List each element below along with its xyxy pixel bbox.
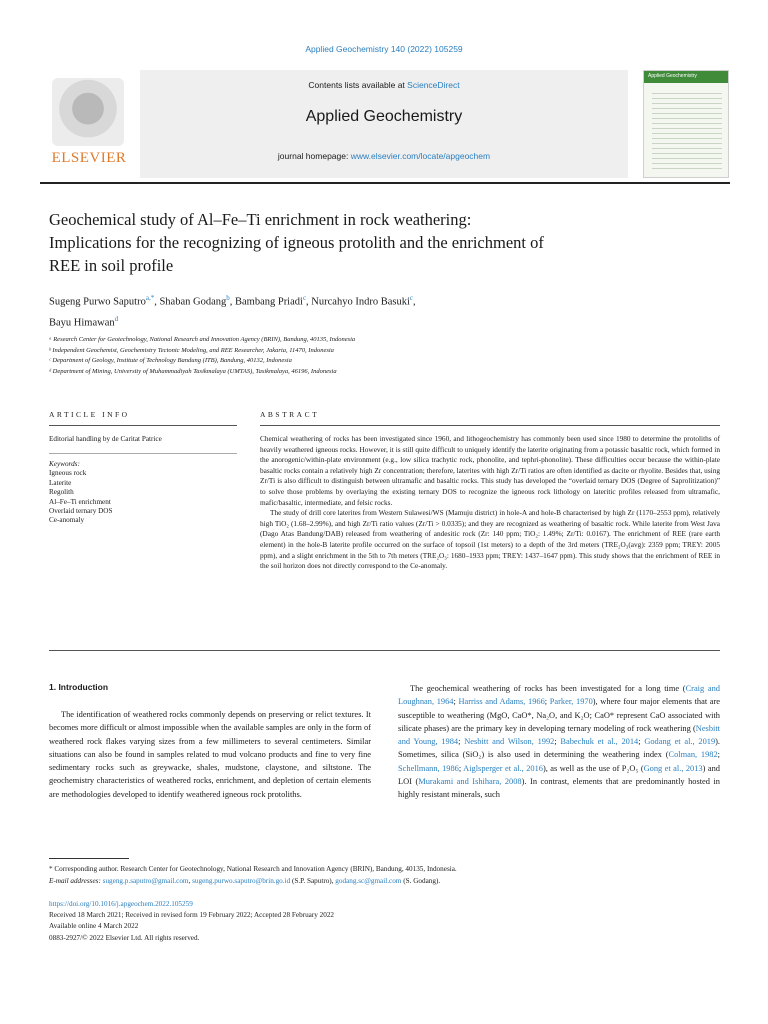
email-owner: (S. Godang). [403,876,441,885]
text-run: ). In contrast, elements that are predominantly hosted in highly resistant minerals, such [398,777,720,800]
sciencedirect-link[interactable]: ScienceDirect [407,80,460,90]
keyword: Al–Fe–Ti enrichment [49,497,111,506]
text-run: ), as well as the use of P₂O₅ ( [542,763,644,773]
header-rule [40,182,730,184]
affiliation: ᶜ Department of Geology, Institute of Technology Bandung (ITB), Bandung, 40132, Indonesia [49,357,292,364]
author-affil-marker[interactable]: c [409,294,413,302]
journal-info-box [140,70,628,178]
text-run: The geochemical weathering of rocks has been investigated for a long time ( [410,684,686,693]
affiliation: ᵃ Research Center for Geotechnology, National Research and Innovation Agency (BRIN), Bandung, 40135, Indonesia [49,336,356,343]
email-link[interactable]: sugeng.purwo.saputro@brin.go.id [192,876,291,885]
intro-paragraph: The identification of weathered rocks commonly depends on preserving or relict textures. It becomes more difficult or almost impossible when the available samples are only in the form of weathered rock flakes varying sizes from a few millimeters to several centimeters. Similar situations can also be found in samples related to mud volcano products and fine to very fine sedimentary rocks such as greywacke, shales, mudstone, claystone, and siltstone. The geochemistry characteristics of weathered rocks, enrichment, and depletion of certain elements are methodologies developed to identify weathered igneous rock protoliths. [49,710,371,799]
keywords-block [49,460,237,526]
article-title [49,208,689,277]
text-run: ; [717,750,720,760]
citation-link[interactable]: Murakami and Ishihara, 2008 [418,777,522,787]
abstract-heading: ABSTRACT [260,410,320,419]
text-run: ). Sometimes, silica (SiO₂) is also used in determining the weathering index ( [398,737,721,760]
article-info-rule [49,425,237,426]
author-list: Sugeng Purwo Saputro$^{a,*}$, Shaban Godang$^b$, Bambang Priadi$^c$, Nurcahyo Indro Basuki$^c$, Bayu Himawan$^d$ [49,294,416,328]
homepage-prefix: journal homepage: [277,151,351,161]
received-dates: Received 18 March 2021; Received in revised form 19 February 2022; Accepted 28 February 2022 [49,911,335,920]
intro-paragraph-right [398,682,720,802]
author-name[interactable]: Sugeng Purwo Saputro [49,296,146,308]
journal-citation[interactable]: Applied Geochemistry 140 (2022) 105259 [305,44,463,54]
text-run: ; [458,763,464,773]
citation-link[interactable]: Parker, 1970 [549,697,593,707]
copyright: 0883-2927/© 2022 Elsevier Ltd. All rights reserved. [49,933,200,942]
citation-link[interactable]: Godang et al., 2019 [644,737,716,747]
keyword: Ce-anomaly [49,516,85,525]
elsevier-logo[interactable] [46,74,126,169]
citation-link[interactable]: Gong et al., 2013 [643,763,703,773]
footnotes [49,864,719,887]
citation-link[interactable]: Craig and Loughnan, 1964 [398,684,720,707]
text-run: ; [544,697,550,707]
article-info-heading: ARTICLE INFO [49,410,130,419]
author-affil-marker[interactable]: c [302,294,307,302]
contents-line [140,80,628,90]
author-name[interactable]: Nurcahyo Indro Basuki [311,296,410,308]
citation-link[interactable]: Nesbitt and Wilson, 1992 [464,737,555,747]
homepage-link[interactable]: www.elsevier.com/locate/apgeochem [350,151,491,161]
affiliation: ᵇ Independent Geochemist, Geochemistry Tectonic Modeling, and REE Researcher, Jakarta, 11470, Indonesia [49,346,334,354]
doi-link[interactable]: https://doi.org/10.1016/j.apgeochem.2022.105259 [49,900,193,908]
elsevier-wordmark: ELSEVIER [51,150,127,166]
citation-link[interactable]: Schellmann, 1986 [398,763,459,773]
author-name[interactable]: Bambang Priadi [234,296,303,308]
journal-title: Applied Geochemistry [305,108,463,125]
keywords-label: Keywords: [49,460,80,468]
editorial-handling: Editorial handling by de Caritat Patrice [49,435,162,443]
email-link[interactable]: sugeng.p.saputro@gmail.com [102,876,189,885]
text-run: ), where four major elements that are susceptible to weathering (MgO, CaO*, Na₂O, and K₂O; CaO* represent CaO associated with silicate phases) are the primary key in developing ternary modeling of rock weathering ( [398,697,721,733]
introduction-heading: 1. Introduction [49,682,109,692]
keyword: Overlaid ternary DOS [49,507,113,516]
abstract-rule [260,425,720,426]
elsevier-tree-icon [52,78,124,146]
affiliations [49,335,709,377]
citation-link[interactable]: Colman, 1982 [668,750,718,760]
abstract-paragraph: Chemical weathering of rocks has been investigated since 1960, and lithogeochemistry has commonly been used since 1980 to determine the protoliths of heavily weathered igneous rocks. However, it is still quite difficult to uniquely identify the laterite originating from a potassic basaltic rock, which formed in the anorogenic/within-plate environment (e.g., low silica trachytic rock, phonolite, and tephri-phonolite). These difficulties occur because the within-plate basaltic rocks contain a relatively high Zr concentration; therefore, laterites with high Zr/Ti ratios are often identified as dacite or rhyolite. Besides that, using Zr/Ti is also difficult to distinguish between ultramafic and basaltic rocks. This study has developed the “overlaid ternary DOS (Degree of Saprolitization)” to solve those problems by overlaying the existing ternary DOS to recognize the igneous rock lithology on lateritic profiles released from ultramafic, mafic/basaltic, intermediate, and felsic rocks. [260,434,720,507]
keyword: Igneous rock [49,469,87,478]
author-affil-marker[interactable]: d [114,314,119,323]
citation-link[interactable]: Aiglsperger et al., 2016 [463,763,543,773]
title-line: REE in soil profile [49,256,174,275]
text-run: ; [554,737,561,747]
email-label: E-mail addresses: [49,876,101,885]
email-addresses: E-mail addresses: sugeng.p.saputro@gmail.com, sugeng.purwo.saputro@brin.go.id (S.P. Saputro), godang.sc@gmail.com (S. Godang). [49,876,441,885]
author-affil-marker[interactable]: a,* [145,294,155,302]
journal-cover-thumbnail[interactable] [643,70,729,178]
citation-link[interactable]: Nesbitt and Young, 1984 [398,723,720,747]
cover-text-lines [652,89,722,169]
intro-right-column [398,682,720,802]
keywords-rule [49,453,237,454]
email-link[interactable]: godang.sc@gmail.com [335,876,402,885]
abstract-bottom-rule [49,650,720,651]
keyword: Laterite [49,478,72,487]
publication-info [49,899,719,944]
footnote-separator [49,858,129,859]
keyword: Regolith [49,488,74,497]
text-run: ; [458,737,465,747]
abstract-text [260,434,720,572]
author-affil-marker[interactable]: b [226,294,230,302]
title-line: Implications for the recognizing of igneous protolith and the enrichment of [49,233,544,252]
affiliation: ᵈ Department of Mining, University of Muhammadiyah Tasikmalaya (UMTAS), Tasikmalaya, 46196, Indonesia [49,367,337,375]
text-run: ; [638,737,645,747]
cover-title: Applied Geochemistry [648,73,697,79]
citation-link[interactable]: Babechuk et al., 2014 [560,737,639,747]
journal-homepage [140,151,628,161]
citation-link[interactable]: Harriss and Adams, 1966 [458,697,545,707]
email-owner: (S.P. Saputro), [291,876,334,885]
author-name[interactable]: Shaban Godang [159,296,227,308]
text-run: ) and LOI ( [398,763,720,787]
corresponding-author-note: * Corresponding author. Research Center for Geotechnology, National Research and Innovation Agency (BRIN), Bandung, 40135, Indonesia. [49,865,457,873]
title-line: Geochemical study of Al–Fe–Ti enrichment in rock weathering: [49,210,472,229]
available-online: Available online 4 March 2022 [49,922,139,931]
abstract-paragraph: The study of drill core laterites from Western Sulawesi/WS (Mamuju district) in hole-A and hole-B characterised by high Zr (1170–2553 ppm), relatively high TiO₂ (1.68–2.99%), and high Zr/Ti ratio values (Zr/Ti > 0.0335); and they are recognized as weathering of basaltic rock. While laterite from West Java (Dago Atas Bandung/DAB) released from weathering of andesitic rock (Zr: 140 ppm; TiO₂: 1.49%; Zr/Ti: 0.0167). The enrichment of REE (rare earth element) in the hole-B laterite profile occurred on the surface of topsoil (1st meters) to a depth of the 3rd meters (TRE₂O₃(avg): 2359 ppm; TREY: 2005 ppm), and a slight enrichment in the 5th to 7th meters (TRE₂O₃: 1680–1933 ppm; TREY: 1437–1647 ppm). This study shows that the enrichment of REE in the soil horizon does not directly correspond to the Ce-anomaly. [260,508,720,571]
author-name[interactable]: Bayu Himawan [49,317,115,328]
text-run: ; [453,697,459,707]
journal-banner [40,70,730,178]
contents-prefix: Contents lists available at [308,80,408,90]
intro-left-column [49,708,371,801]
